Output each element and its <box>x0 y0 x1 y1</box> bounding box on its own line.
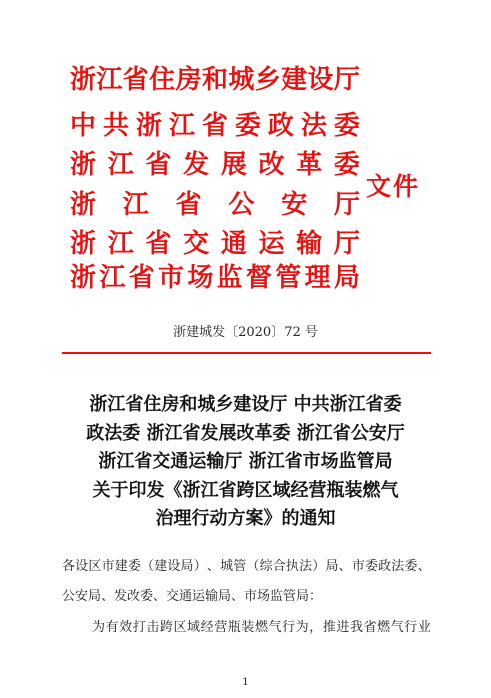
character: 江 <box>122 190 149 220</box>
character: ， <box>309 620 323 635</box>
character: 设 <box>75 559 89 574</box>
character: 法 <box>300 111 327 141</box>
title-line: 治理行动方案》的通知 <box>155 508 336 529</box>
character: 江 <box>107 229 134 259</box>
character: 气 <box>390 620 404 635</box>
character: 江 <box>107 150 134 180</box>
document-number: 浙建城发〔2020〕72 号 <box>173 325 318 340</box>
character: ） <box>193 559 207 574</box>
character: 为 <box>295 620 309 635</box>
character: 城 <box>220 559 234 574</box>
character: 省 <box>175 190 202 220</box>
character: 、 <box>417 559 431 574</box>
character: 省 <box>363 620 377 635</box>
character: 建 <box>281 65 308 95</box>
character: 市 <box>157 263 184 293</box>
character: 通 <box>220 229 247 259</box>
character: 气 <box>268 620 282 635</box>
document-title <box>0 391 491 534</box>
character: 局 <box>333 263 360 293</box>
character: 和 <box>201 65 228 95</box>
character: 业 <box>417 620 431 635</box>
character: （ <box>141 559 155 574</box>
character: 浙 <box>70 150 97 180</box>
character: 厅 <box>333 229 360 259</box>
character: 管 <box>233 559 247 574</box>
paragraph-line <box>92 620 431 636</box>
character: 建 <box>154 559 168 574</box>
character: 省 <box>145 150 172 180</box>
issuer-transportation <box>70 230 360 258</box>
title-line: 政法委 浙江省发展改革委 浙江省公安厅 <box>86 422 405 444</box>
issuer-political-legal-committee <box>70 112 360 140</box>
character: 省 <box>128 263 155 293</box>
character: 浙 <box>70 190 97 220</box>
character: 经 <box>200 620 214 635</box>
character: 政 <box>378 559 392 574</box>
character: 有 <box>105 620 119 635</box>
character: 政 <box>267 111 294 141</box>
character: 我 <box>349 620 363 635</box>
character: 设 <box>167 559 181 574</box>
character: 革 <box>296 150 323 180</box>
character: 共 <box>102 111 129 141</box>
character: 浙 <box>70 65 97 95</box>
character: 城 <box>228 65 255 95</box>
character: 跨 <box>159 620 173 635</box>
character: 交 <box>183 229 210 259</box>
character: 各 <box>62 559 76 574</box>
character: 营 <box>214 620 228 635</box>
character: 乡 <box>254 65 281 95</box>
character: 厅 <box>333 190 360 220</box>
character: 域 <box>187 620 201 635</box>
character: 改 <box>258 150 285 180</box>
character: 中 <box>70 111 97 141</box>
character: 督 <box>245 263 272 293</box>
character: 行 <box>404 620 418 635</box>
character: 推 <box>322 620 336 635</box>
character: 江 <box>96 65 123 95</box>
character: 、 <box>338 559 352 574</box>
character: 监 <box>216 263 243 293</box>
character: 进 <box>336 620 350 635</box>
issuer-development-reform <box>70 151 360 179</box>
character: 建 <box>114 559 128 574</box>
character: 法 <box>391 559 405 574</box>
title-line: 关于印发《浙江省跨区域经营瓶装燃气 <box>92 479 399 501</box>
title-line: 浙江省交通运输厅 浙江省市场监管局 <box>98 451 393 472</box>
character: 委 <box>364 559 378 574</box>
red-separator-line <box>62 352 431 354</box>
character: 江 <box>99 263 126 293</box>
addressee-line <box>62 559 431 575</box>
character: 设 <box>307 65 334 95</box>
character: 浙 <box>70 229 97 259</box>
character: 装 <box>241 620 255 635</box>
character: 厅 <box>333 65 360 95</box>
issuer-public-security <box>70 191 360 219</box>
issuer-market-supervision <box>70 264 360 292</box>
character: 运 <box>258 229 285 259</box>
character: 综 <box>259 559 273 574</box>
character: 房 <box>175 65 202 95</box>
character: 委 <box>333 111 360 141</box>
character: 、 <box>206 559 220 574</box>
character: 省 <box>122 65 149 95</box>
character: 委 <box>333 150 360 180</box>
character: 委 <box>234 111 261 141</box>
character: 发 <box>183 150 210 180</box>
character: 瓶 <box>227 620 241 635</box>
character: 燃 <box>377 620 391 635</box>
character: 住 <box>149 65 176 95</box>
character: 局 <box>180 559 194 574</box>
character: 省 <box>145 229 172 259</box>
character: 市 <box>351 559 365 574</box>
character: （ <box>246 559 260 574</box>
character: 理 <box>304 263 331 293</box>
character: 合 <box>272 559 286 574</box>
character: 委 <box>404 559 418 574</box>
document-suffix: 文件 <box>366 172 421 201</box>
character: 区 <box>173 620 187 635</box>
character: 击 <box>146 620 160 635</box>
character: 行 <box>282 620 296 635</box>
character: 打 <box>132 620 146 635</box>
character: 管 <box>275 263 302 293</box>
addressee-line: 公安局、发改委、交通运输局、市场监管局： <box>62 589 323 604</box>
issuer-housing-construction <box>70 66 360 94</box>
page-number: 1 <box>242 677 249 688</box>
character: 浙 <box>135 111 162 141</box>
character: 江 <box>168 111 195 141</box>
character: 委 <box>127 559 141 574</box>
character: 公 <box>228 190 255 220</box>
character: 局 <box>325 559 339 574</box>
character: 场 <box>187 263 214 293</box>
character: 燃 <box>254 620 268 635</box>
character: 市 <box>101 559 115 574</box>
character: 浙 <box>70 263 97 293</box>
character: 省 <box>201 111 228 141</box>
character: ） <box>312 559 326 574</box>
character: 输 <box>296 229 323 259</box>
character: 法 <box>299 559 313 574</box>
title-line: 浙江省住房和城乡建设厅 中共浙江省委 <box>89 394 402 415</box>
character: 区 <box>88 559 102 574</box>
character: 展 <box>220 150 247 180</box>
character: 执 <box>285 559 299 574</box>
character: 效 <box>119 620 133 635</box>
character: 安 <box>281 190 308 220</box>
character: 为 <box>92 620 106 635</box>
